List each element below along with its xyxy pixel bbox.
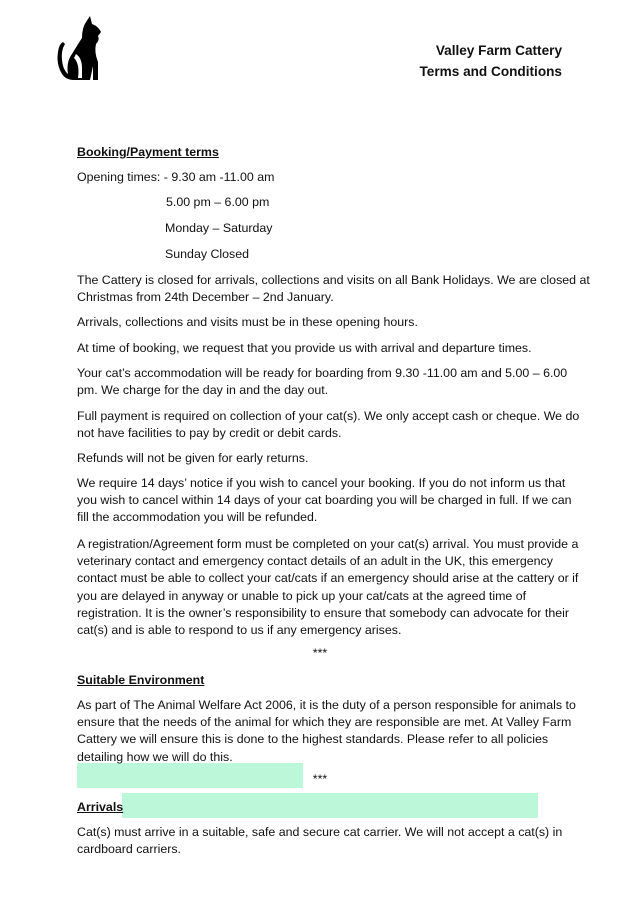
text-line: At time of booking, we request that you provide us with arrival and departure times. <box>77 341 532 355</box>
paragraph <box>77 450 577 467</box>
text-line: cardboard carriers. <box>77 842 181 857</box>
text-line: cat(s) and is able to respond to us if any emergency arises. <box>77 623 402 638</box>
text-line: We require 14 days’ notice if you wish to cancel your booking. If you do not inform us that <box>77 476 566 490</box>
text-line: pm. We charge for the day in and the day out. <box>77 383 329 398</box>
paragraph <box>77 408 580 442</box>
text-line: Christmas from 24th December – 2nd January. <box>77 290 334 305</box>
text-line: Arrivals, collections and visits must be in these opening hours. <box>77 315 418 329</box>
text-line: Cattery we will ensure this is done to the highest standards. Please refer to all policies <box>77 732 549 747</box>
separator: *** <box>312 772 328 786</box>
text-line: As part of The Animal Welfare Act 2006, it is the duty of a person responsible for animals to <box>77 698 576 712</box>
text-line: veterinary contact and emergency contact details of an adult in the UK, this emergency <box>77 554 553 569</box>
paragraph <box>77 272 590 306</box>
document-header <box>420 40 563 82</box>
paragraph <box>77 365 577 399</box>
booking-heading: Booking/Payment terms <box>77 145 219 159</box>
paragraph <box>77 697 577 766</box>
text-line: Full payment is required on collection of your cat(s). We only accept cash or cheque. We do <box>77 409 580 423</box>
text-line: A registration/Agreement form must be completed on your cat(s) arrival. You must provide a <box>77 537 579 551</box>
text-line: ensure that the needs of the animal for which they are responsible are met. At Valley Farm <box>77 715 572 730</box>
text-line: Your cat’s accommodation will be ready for boarding from 9.30 -11.00 am and 5.00 – 6.00 <box>77 366 568 380</box>
text-line: The Cattery is closed for arrivals, collections and visits on all Bank Holidays. We are closed at <box>77 273 590 287</box>
text-line: registration. It is the owner’s responsibility to ensure that somebody can advocate for their <box>77 605 569 620</box>
paragraph <box>77 824 577 858</box>
document-subtitle: Terms and Conditions <box>419 64 562 79</box>
cat-logo-icon <box>54 14 110 82</box>
arrivals-heading: Arrivals <box>77 800 124 814</box>
text-line: not have facilities to pay by credit or debit cards. <box>77 426 342 441</box>
text-line: detailing how we will do this. <box>77 749 233 764</box>
hours-line: Sunday Closed <box>165 247 250 261</box>
paragraph <box>77 536 577 639</box>
hours-line: 5.00 pm – 6.00 pm <box>166 195 270 209</box>
opening-times: Opening times: - 9.30 am -11.00 am <box>77 170 275 184</box>
text-line: you are delayed in anyway or unable to pick up your cat/cats at the agreed time of <box>77 588 527 603</box>
separator: *** <box>312 646 328 660</box>
text-line: you wish to cancel within 14 days of your cat boarding you will be charged in full. If we can <box>77 493 572 508</box>
environment-heading: Suitable Environment <box>77 673 205 687</box>
text-line: fill the accommodation you will be refunded. <box>77 510 318 525</box>
paragraph <box>77 475 577 527</box>
hours-line: Monday – Saturday <box>165 221 273 235</box>
document-title: Valley Farm Cattery <box>435 43 562 58</box>
text-line: contact must be able to collect your cat/cats if an emergency should arise at the cattery or if <box>77 571 579 586</box>
text-line: Refunds will not be given for early returns. <box>77 451 309 465</box>
paragraph <box>77 314 577 331</box>
text-line: Cat(s) must arrive in a suitable, safe and secure cat carrier. We will not accept a cat(s) in <box>77 825 563 839</box>
paragraph <box>77 340 577 357</box>
